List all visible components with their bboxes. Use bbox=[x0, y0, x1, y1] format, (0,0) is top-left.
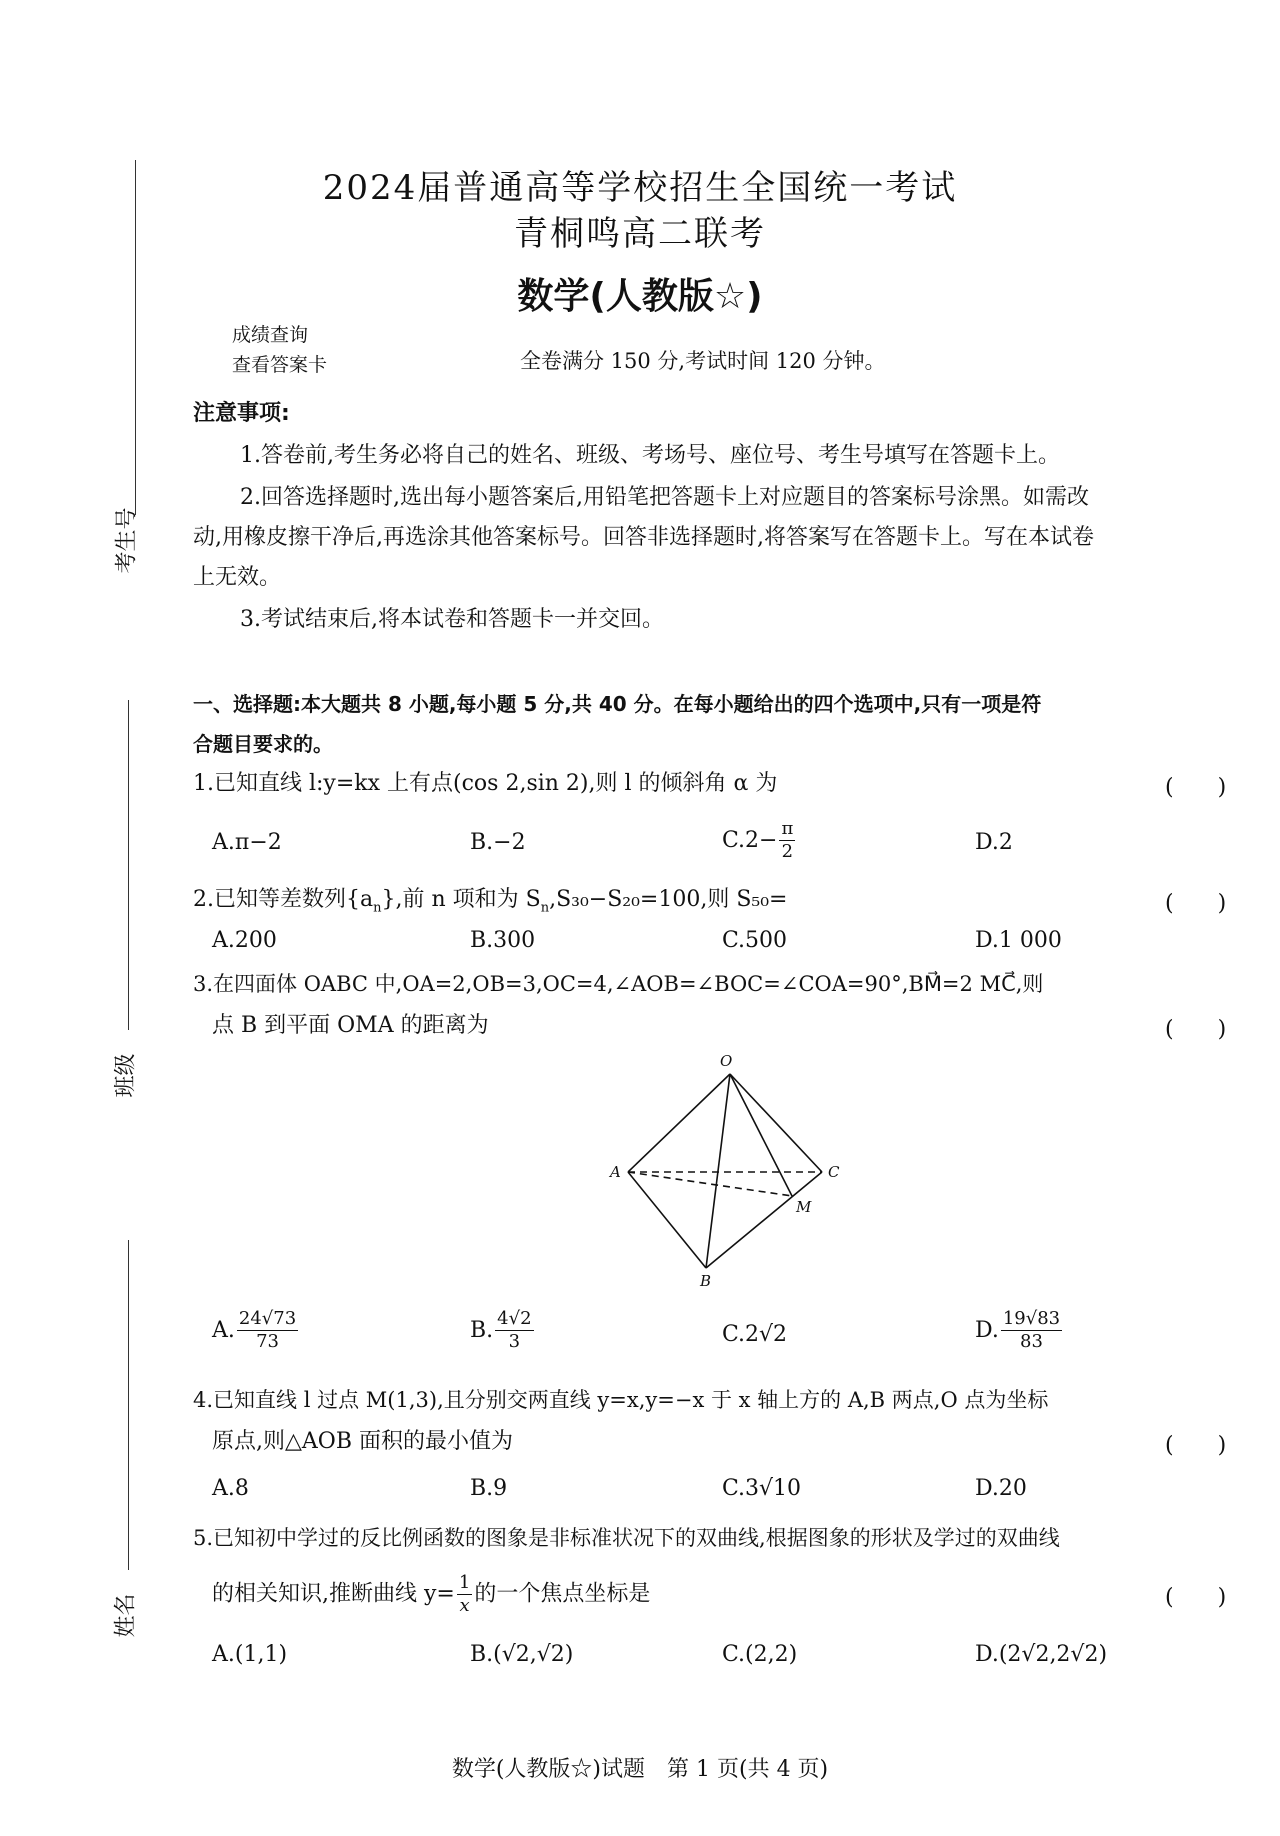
label-A: A bbox=[610, 1163, 621, 1181]
question-3-option-a[interactable] bbox=[212, 1308, 300, 1353]
question-1-answer-paren[interactable]: ( ) bbox=[1165, 775, 1227, 800]
question-5-answer-paren[interactable]: ( ) bbox=[1165, 1585, 1227, 1610]
answer-card-label: 查看答案卡 bbox=[232, 354, 328, 376]
question-4-option-b[interactable]: B.9 bbox=[470, 1476, 508, 1501]
full-score-note: 全卷满分 150 分,考试时间 120 分钟。 bbox=[520, 349, 886, 373]
fraction-numerator: 24√73 bbox=[238, 1308, 297, 1329]
fraction-denominator: 2 bbox=[781, 841, 794, 862]
page-footer: 数学(人教版☆)试题 第 1 页(共 4 页) bbox=[451, 1757, 829, 1782]
question-4-answer-paren[interactable]: ( ) bbox=[1165, 1433, 1227, 1458]
notice-item-2-line1: 2.回答选择题时,选出每小题答案后,用铅笔把答题卡上对应题目的答案标号涂黑。如需改 bbox=[240, 485, 1089, 510]
question-4-option-c[interactable]: C.3√10 bbox=[722, 1476, 802, 1501]
class-field[interactable] bbox=[128, 1240, 129, 1570]
question-2-option-a[interactable]: A.200 bbox=[212, 928, 277, 953]
question-1-stem: 1.已知直线 l:y=kx 上有点(cos 2,sin 2),则 l 的倾斜角 α 为 bbox=[193, 771, 778, 796]
fraction-denominator: 83 bbox=[1020, 1331, 1043, 1352]
question-5-stem-line1: 5.已知初中学过的反比例函数的图象是非标准状况下的双曲线,根据图象的形状及学过的双曲线 bbox=[193, 1526, 1060, 1550]
option-prefix: A. bbox=[212, 1318, 235, 1343]
notice-item-2-line2: 动,用橡皮擦干净后,再选涂其他答案标号。回答非选择题时,将答案写在答题卡上。写在本试卷 bbox=[193, 525, 1094, 550]
question-5-stem-post: 的一个焦点坐标是 bbox=[474, 1581, 651, 1607]
question-5-stem-line2 bbox=[212, 1572, 650, 1617]
question-3-option-a-fraction bbox=[237, 1308, 298, 1353]
class-label: 班级 bbox=[113, 1053, 139, 1098]
question-2-option-d[interactable]: D.1 000 bbox=[975, 928, 1062, 953]
question-1-option-d[interactable]: D.2 bbox=[975, 830, 1013, 855]
question-5-option-b[interactable]: B.(√2,√2) bbox=[470, 1642, 574, 1667]
exam-subtitle: 青桐鸣高二联考 bbox=[514, 214, 766, 254]
tetrahedron-figure bbox=[600, 1050, 860, 1290]
section-heading-line2: 合题目要求的。 bbox=[193, 732, 333, 756]
edge-OB bbox=[706, 1074, 730, 1268]
notice-item-1: 1.答卷前,考生务必将自己的姓名、班级、考场号、座位号、考生号填写在答题卡上。 bbox=[240, 443, 1060, 468]
notice-item-3: 3.考试结束后,将本试卷和答题卡一并交回。 bbox=[240, 607, 664, 632]
question-1-option-c[interactable] bbox=[722, 818, 797, 863]
fraction-denominator: x bbox=[459, 1595, 470, 1616]
name-label: 姓名 bbox=[113, 1593, 139, 1638]
question-3-stem-line2: 点 B 到平面 OMA 的距离为 bbox=[212, 1013, 489, 1038]
label-C: C bbox=[828, 1163, 840, 1181]
fraction-numerator: 4√2 bbox=[497, 1308, 532, 1329]
question-1-option-b[interactable]: B.−2 bbox=[470, 830, 526, 855]
question-5-option-a[interactable]: A.(1,1) bbox=[212, 1642, 288, 1667]
section-heading-line1: 一、选择题:本大题共 8 小题,每小题 5 分,共 40 分。在每小题给出的四个选项中,只有一项是符 bbox=[193, 692, 1042, 716]
label-B: B bbox=[700, 1272, 712, 1290]
question-3-option-d[interactable] bbox=[975, 1308, 1064, 1353]
exam-number-field[interactable] bbox=[128, 700, 129, 1030]
question-5-option-c[interactable]: C.(2,2) bbox=[722, 1642, 798, 1667]
question-5-option-d[interactable]: D.(2√2,2√2) bbox=[975, 1642, 1108, 1667]
question-1-option-c-prefix: C.2− bbox=[722, 828, 778, 853]
edge-AM-hidden bbox=[628, 1172, 792, 1196]
question-3-option-b-fraction bbox=[495, 1308, 533, 1353]
question-3-stem-line1: 3.在四面体 OABC 中,OA=2,OB=3,OC=4,∠AOB=∠BOC=∠COA=90°,BM⃗=2 MC⃗,则 bbox=[193, 972, 1044, 996]
exam-number-label: 考生号 bbox=[114, 507, 140, 574]
question-2-stem-rest: ,S₃₀−S₂₀=100,则 S₅₀= bbox=[549, 887, 788, 912]
question-3-option-c[interactable]: C.2√2 bbox=[722, 1322, 788, 1347]
question-2-stem-mid: },前 n 项和为 S bbox=[381, 887, 541, 912]
question-1-option-c-fraction bbox=[779, 818, 795, 863]
exam-title: 2024届普通高等学校招生全国统一考试 bbox=[322, 168, 958, 208]
option-prefix: D. bbox=[975, 1318, 999, 1343]
notice-item-2-line3: 上无效。 bbox=[193, 565, 282, 590]
question-2-stem bbox=[193, 886, 787, 922]
notice-title: 注意事项: bbox=[193, 401, 290, 426]
question-2-option-b[interactable]: B.300 bbox=[470, 928, 536, 953]
question-5-stem-pre: 的相关知识,推断曲线 y= bbox=[212, 1581, 455, 1607]
question-3-option-d-fraction bbox=[1001, 1308, 1062, 1353]
question-1-option-a[interactable]: A.π−2 bbox=[212, 830, 282, 855]
question-2-stem-pre: 2.已知等差数列{a bbox=[193, 887, 374, 912]
edge-OA bbox=[628, 1074, 730, 1172]
fraction-numerator: π bbox=[781, 818, 794, 839]
edge-OC bbox=[730, 1074, 822, 1172]
fraction-numerator: 19√83 bbox=[1002, 1308, 1061, 1329]
label-O: O bbox=[720, 1052, 733, 1070]
subscript-n: n bbox=[540, 900, 550, 916]
subject-title: 数学(人教版☆) bbox=[517, 276, 763, 317]
label-M: M bbox=[796, 1198, 812, 1216]
question-4-stem-line2: 原点,则△AOB 面积的最小值为 bbox=[212, 1429, 513, 1454]
question-3-answer-paren[interactable]: ( ) bbox=[1165, 1017, 1227, 1042]
question-4-option-a[interactable]: A.8 bbox=[212, 1476, 249, 1501]
fraction-denominator: 3 bbox=[508, 1331, 521, 1352]
question-2-answer-paren[interactable]: ( ) bbox=[1165, 891, 1227, 916]
edge-OM bbox=[730, 1074, 792, 1196]
question-4-option-d[interactable]: D.20 bbox=[975, 1476, 1027, 1501]
question-2-option-c[interactable]: C.500 bbox=[722, 928, 788, 953]
question-4-stem-line1: 4.已知直线 l 过点 M(1,3),且分别交两直线 y=x,y=−x 于 x 轴上方的 A,B 两点,O 点为坐标 bbox=[193, 1388, 1049, 1412]
subscript-n: n bbox=[373, 900, 382, 916]
option-prefix: B. bbox=[470, 1318, 494, 1343]
score-query-label: 成绩查询 bbox=[232, 324, 309, 346]
fraction-numerator: 1 bbox=[458, 1572, 471, 1593]
question-5-fraction bbox=[457, 1572, 472, 1617]
question-3-option-b[interactable] bbox=[470, 1308, 536, 1353]
fraction-denominator: 73 bbox=[256, 1331, 279, 1352]
edge-AB bbox=[628, 1172, 706, 1268]
